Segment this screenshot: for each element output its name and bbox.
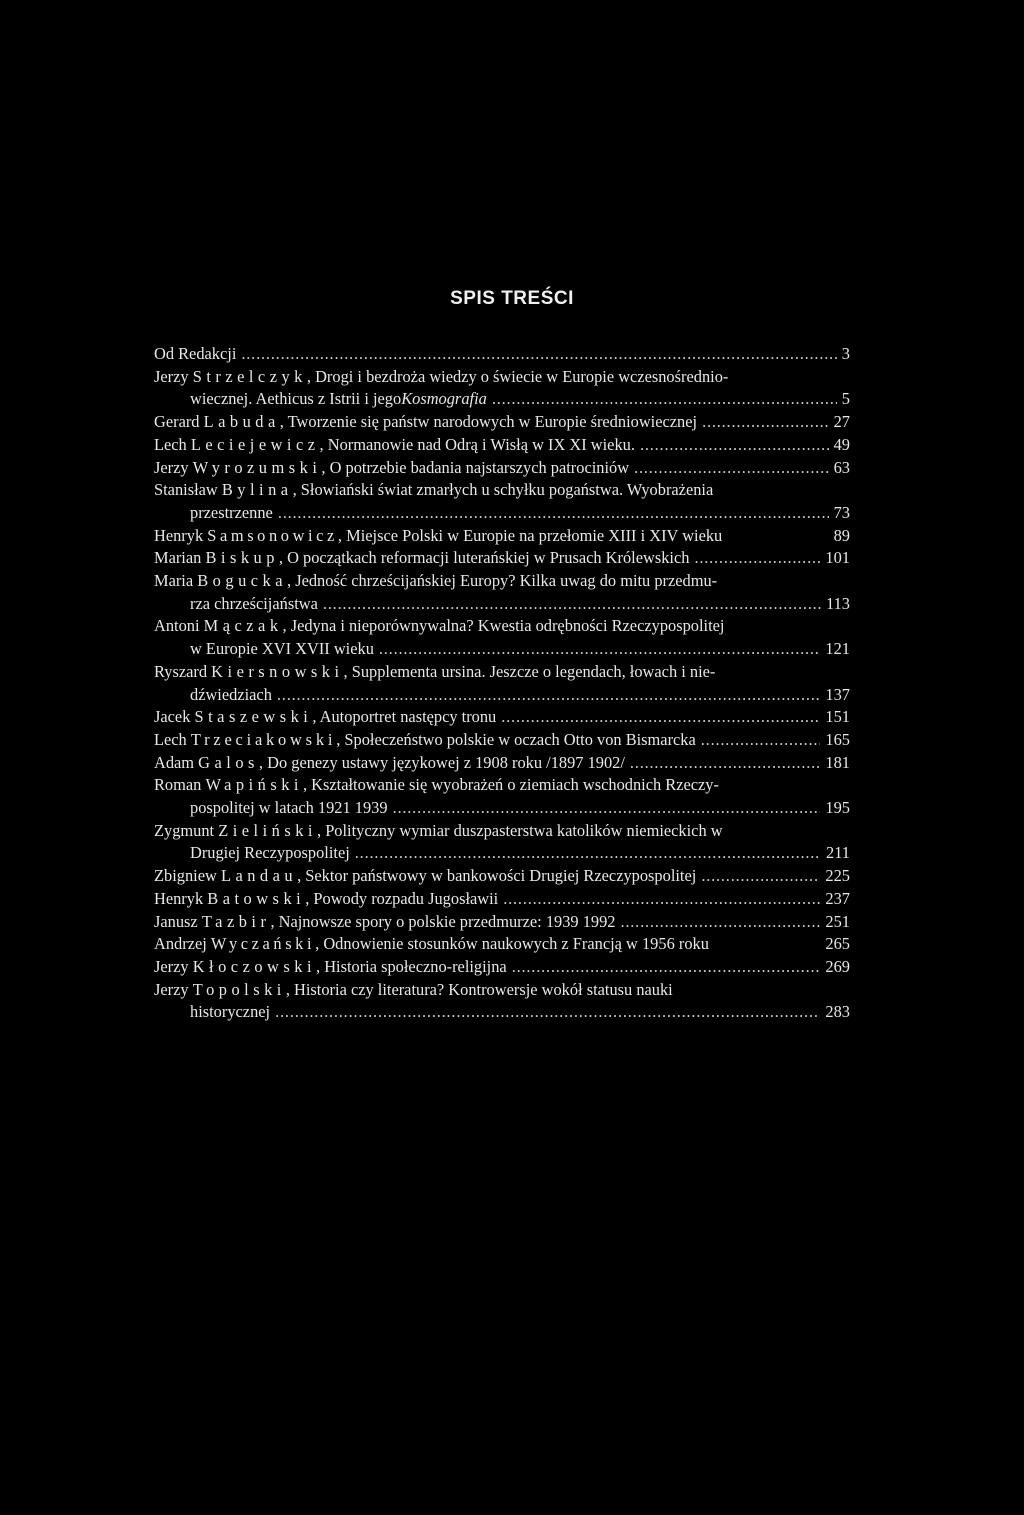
page-number: 3 xyxy=(841,344,850,363)
page-number: 121 xyxy=(825,639,850,659)
page-number: 251 xyxy=(825,911,850,931)
entry-title: , Autoportret następcy tronu xyxy=(312,707,497,727)
entry-title-continued: dźwiedziach xyxy=(190,684,272,704)
toc-entry xyxy=(154,547,850,570)
page-number: 283 xyxy=(825,1002,850,1022)
author-first-name: Jerzy xyxy=(154,366,189,386)
author-surname: Kłoczowski xyxy=(192,956,316,976)
author-first-name: Jacek xyxy=(154,707,191,727)
author-first-name: Zbigniew xyxy=(154,866,217,886)
author-surname: Biskup xyxy=(205,548,279,568)
author-first-name: Lech xyxy=(154,729,187,749)
toc-entry xyxy=(154,661,850,706)
author-surname: Zieliński xyxy=(218,820,317,840)
author-first-name: Antoni xyxy=(154,616,200,636)
toc-entry xyxy=(154,457,850,480)
page-number: 181 xyxy=(825,752,850,772)
author-surname: Bylina xyxy=(221,480,293,500)
toc-entry xyxy=(154,752,850,775)
toc-entry xyxy=(154,411,850,434)
entry-title: , Normanowie nad Odrą i Wisłą w IX XI wieku. xyxy=(319,434,635,454)
page-number: 237 xyxy=(825,888,850,908)
author-first-name: Andrzej xyxy=(154,934,207,954)
entry-title: , Miejsce Polski w Europie na przełomie XIII i XIV wieku xyxy=(337,525,723,545)
toc-entry xyxy=(154,570,850,615)
author-surname: Kiersnowski xyxy=(211,661,344,681)
entry-title-continued: wiecznej. Aethicus z Istrii i jego xyxy=(190,389,402,409)
author-surname: Mączak xyxy=(203,616,283,636)
page-number: 101 xyxy=(825,548,850,568)
author-surname: Wapiński xyxy=(205,775,303,795)
entry-title: , O potrzebie badania najstarszych patrociniów xyxy=(321,457,630,477)
toc-entry xyxy=(154,933,850,956)
entry-title: , Sektor państwowy w bankowości Drugiej Rzeczypospolitej xyxy=(297,866,697,886)
entry-title: , Najnowsze spory o polskie przedmurze: 1939 1992 xyxy=(270,911,616,931)
toc-entry xyxy=(154,979,850,1024)
author-surname: Galos xyxy=(198,752,259,772)
entry-title: , Kształtowanie się wyobrażeń o ziemiach wschodnich Rzeczy- xyxy=(302,775,719,795)
page-title: SPIS TREŚCI xyxy=(450,288,574,309)
page-number: 225 xyxy=(825,866,850,886)
page-number: 113 xyxy=(826,593,850,613)
toc-entry xyxy=(154,615,850,660)
author-surname: Tazbir xyxy=(201,911,271,931)
page-number: 211 xyxy=(826,843,850,863)
toc-entry xyxy=(154,706,850,729)
author-surname: Trzeciakowski xyxy=(190,729,337,749)
entry-title: , Polityczny wymiar duszpasterstwa katolików niemieckich w xyxy=(317,820,723,840)
entry-title: , Społeczeństwo polskie w oczach Otto von Bismarcka xyxy=(336,729,696,749)
entry-title: , O początkach reformacji luterańskiej w Prusach Królewskich xyxy=(278,548,690,568)
entry-title: , Historia społeczno-religijna xyxy=(316,956,507,976)
entry-title-continued: historycznej xyxy=(190,1002,271,1022)
page-number: 137 xyxy=(825,684,850,704)
toc-entry xyxy=(154,888,850,911)
author-surname: Wyrozumski xyxy=(192,457,322,477)
author-surname: Landau xyxy=(220,866,298,886)
author-surname: Batowski xyxy=(207,888,306,908)
page-number: 27 xyxy=(833,412,850,432)
page-number: 195 xyxy=(825,798,850,818)
page-number: 73 xyxy=(833,502,850,522)
page-number: 49 xyxy=(833,434,850,454)
author-surname: Leciejewicz xyxy=(190,434,320,454)
author-first-name: Ryszard xyxy=(154,661,208,681)
toc-entry xyxy=(154,820,850,865)
toc-entry xyxy=(154,865,850,888)
author-first-name: Marian xyxy=(154,548,202,568)
entry-title: Od Redakcji xyxy=(154,344,237,363)
author-surname: Strzelczyk xyxy=(192,366,307,386)
author-surname: Wyczański xyxy=(210,934,316,954)
page-number: 151 xyxy=(825,707,850,727)
entry-title: , Słowiański świat zmarłych u schyłku pogaństwa. Wyobrażenia xyxy=(292,480,714,500)
entry-title: , Jedność chrześcijańskiej Europy? Kilka uwag do mitu przedmu- xyxy=(287,571,718,591)
page-number: 89 xyxy=(833,525,850,545)
page-number: 5 xyxy=(841,389,850,409)
entry-title-continued: w Europie XVI XVII wieku xyxy=(190,639,374,659)
entry-title-continued: rza chrześcijaństwa xyxy=(190,593,318,613)
entry-title-italic: Kosmografia xyxy=(401,389,487,409)
toc-entry xyxy=(154,956,850,979)
author-first-name: Maria xyxy=(154,571,194,591)
author-first-name: Stanisław xyxy=(154,480,218,500)
author-first-name: Roman xyxy=(154,775,202,795)
toc-entry xyxy=(154,343,850,366)
toc-entry xyxy=(154,774,850,819)
toc-entry xyxy=(154,525,850,548)
entry-title-continued: Drugiej Reczypospolitej xyxy=(190,843,350,863)
entry-title: , Tworzenie się państw narodowych w Europie średniowiecznej xyxy=(279,412,698,432)
author-surname: Bogucka xyxy=(197,571,288,591)
entry-title: , Do genezy ustawy językowej z 1908 roku /1897 1902/ xyxy=(258,752,625,772)
entry-title: , Powody rozpadu Jugosławii xyxy=(305,888,499,908)
author-first-name: Gerard xyxy=(154,412,200,432)
author-first-name: Henryk xyxy=(154,525,204,545)
entry-title: , Drogi i bezdroża wiedzy o świecie w Europie wczesnośrednio- xyxy=(306,366,729,386)
entry-title: , Odnowienie stosunków naukowych z Francją w 1956 roku xyxy=(315,934,709,954)
author-first-name: Jerzy xyxy=(154,979,189,999)
entry-title: , Historia czy literatura? Kontrowersje wokół statusu nauki xyxy=(285,979,673,999)
toc-entry xyxy=(154,366,850,411)
page-number: 265 xyxy=(825,934,850,954)
author-surname: Samsonowicz xyxy=(207,525,338,545)
entry-title: , Jedyna i nieporównywalna? Kwestia odrębności Rzeczypospolitej xyxy=(282,616,725,636)
page-number: 63 xyxy=(833,457,850,477)
page-number: 269 xyxy=(825,956,850,976)
author-first-name: Zygmunt xyxy=(154,820,215,840)
table-of-contents xyxy=(154,343,850,1024)
author-surname: Labuda xyxy=(203,412,280,432)
toc-entry xyxy=(154,729,850,752)
author-first-name: Adam xyxy=(154,752,195,772)
author-first-name: Henryk xyxy=(154,888,204,908)
entry-title-continued: pospolitej w latach 1921 1939 xyxy=(190,798,388,818)
toc-entry xyxy=(154,911,850,934)
author-surname: Staszewski xyxy=(194,707,313,727)
toc-entry xyxy=(154,434,850,457)
author-first-name: Jerzy xyxy=(154,457,189,477)
author-first-name: Janusz xyxy=(154,911,198,931)
author-first-name: Jerzy xyxy=(154,956,189,976)
author-surname: Topolski xyxy=(192,979,286,999)
toc-entry xyxy=(154,479,850,524)
page-number: 165 xyxy=(825,729,850,749)
author-first-name: Lech xyxy=(154,434,187,454)
entry-title: , Supplementa ursina. Jeszcze o legendach, łowach i nie- xyxy=(343,661,716,681)
entry-title-continued: przestrzenne xyxy=(190,502,273,522)
